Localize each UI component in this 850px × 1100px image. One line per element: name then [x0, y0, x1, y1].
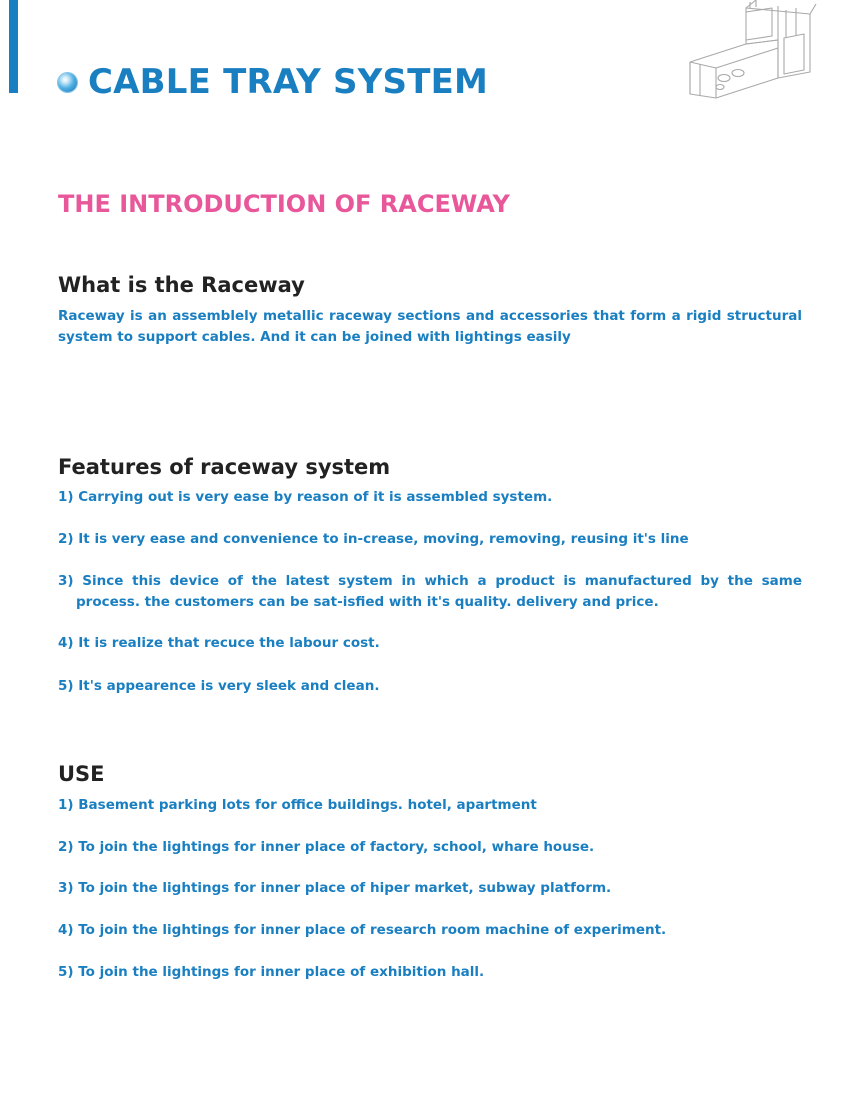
what-body: Raceway is an assemblely metallic raceway sections and accessories that form a rigid structural system to support cables. And it can be joined with lightings easily	[58, 308, 802, 345]
features-heading: Features of raceway system	[58, 455, 391, 479]
globe-bullet-icon	[58, 73, 77, 92]
list-item: 4) It is realize that recuce the labour cost.	[58, 635, 380, 651]
list-item: 1) Carrying out is very ease by reason of it is assembled system.	[58, 489, 553, 505]
use-heading: USE	[58, 762, 105, 786]
list-item: 5) To join the lightings for inner place of exhibition hall.	[58, 964, 485, 980]
list-item: 3) Since this device of the latest system in which a product is manufactured by the same process. the customers can be sat-isfied with it's quality. delivery and price.	[58, 573, 802, 610]
list-item: 1) Basement parking lots for office buildings. hotel, apartment	[58, 797, 537, 813]
section-title: THE INTRODUCTION OF RACEWAY	[58, 190, 510, 218]
list-item: 5) It's appearence is very sleek and clean.	[58, 678, 380, 694]
accent-bar	[9, 0, 18, 93]
list-item: 3) To join the lightings for inner place of hiper market, subway platform.	[58, 880, 612, 896]
list-item: 2) To join the lightings for inner place of factory, school, whare house.	[58, 839, 595, 855]
list-item: 2) It is very ease and convenience to in-crease, moving, removing, reusing it's line	[58, 531, 689, 547]
page-header	[58, 62, 488, 102]
page-title: CABLE TRAY SYSTEM	[88, 62, 489, 102]
list-item: 4) To join the lightings for inner place of research room machine of experiment.	[58, 922, 667, 938]
cable-tray-fitting-icon	[686, 0, 818, 112]
what-heading: What is the Raceway	[58, 273, 305, 297]
